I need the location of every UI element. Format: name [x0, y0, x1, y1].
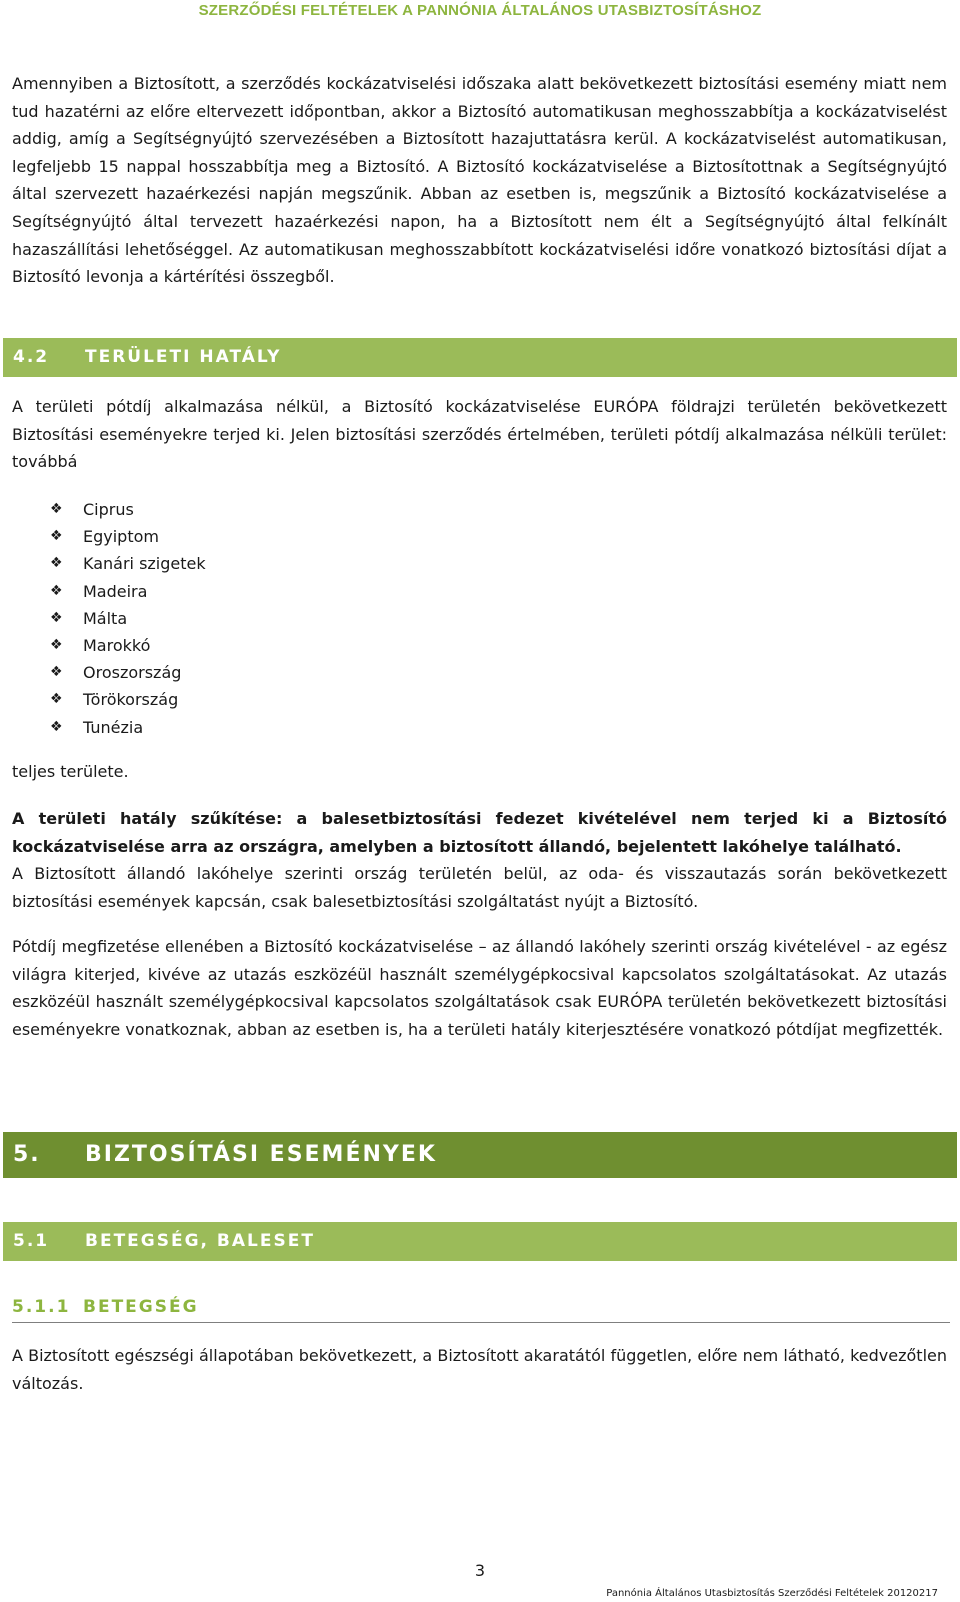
- diamond-bullet-icon: ❖: [50, 718, 63, 735]
- after-list-text: teljes területe.: [12, 762, 129, 781]
- country-name: Málta: [83, 608, 128, 628]
- section-5-heading: [3, 1132, 957, 1178]
- section-5-1-heading: [3, 1222, 957, 1261]
- diamond-bullet-icon: ❖: [50, 609, 63, 626]
- section-4-2-heading: [3, 338, 957, 377]
- page-number: 3: [474, 1561, 486, 1580]
- diamond-bullet-icon: ❖: [50, 555, 63, 572]
- restriction-paragraph: A Biztosított állandó lakóhelye szerinti ország területén belül, az oda- és visszautazás során bekövetkezett biztosítási események kapcsán, csak balesetbiztosítási szolgáltatást nyújt a Biztosító.: [12, 864, 947, 911]
- diamond-bullet-icon: ❖: [50, 582, 63, 599]
- section-number: 4.2: [13, 347, 50, 367]
- diamond-bullet-icon: ❖: [50, 636, 63, 653]
- section-title: TERÜLETI HATÁLY: [85, 347, 282, 367]
- document-header: SZERZŐDÉSI FELTÉTELEK A PANNÓNIA ÁLTALÁNOS UTASBIZTOSÍTÁSHOZ: [198, 2, 762, 19]
- country-name: Törökország: [83, 690, 179, 710]
- section-number: 5.1.1: [12, 1297, 71, 1317]
- section-title: BIZTOSÍTÁSI ESEMÉNYEK: [85, 1142, 437, 1167]
- diamond-bullet-icon: ❖: [50, 691, 63, 708]
- document-footer: Pannónia Általános Utasbiztosítás Szerződési Feltételek 20120217: [606, 1588, 938, 1599]
- illness-definition-paragraph: A Biztosított egészségi állapotában bekövetkezett, a Biztosított akaratától független, előre nem látható, kedvezőtlen változás.: [12, 1346, 947, 1393]
- country-name: Madeira: [83, 581, 148, 601]
- section-5-1-1-heading: [12, 1294, 950, 1323]
- country-name: Kanári szigetek: [83, 554, 206, 574]
- intro-paragraph: Amennyiben a Biztosított, a szerződés kockázatviselési időszaka alatt bekövetkezett biztosítási esemény miatt nem tud hazatérni az előre eltervezett időpontban, akkor a Biztosító automatikusan meghosszabbítja a kockázatviselést addig, amíg a Segítségnyújtó szervezésében a Biztosított hazajuttatásra kerül. A kockázatviselést automatikusan, legfeljebb 15 nappal hosszabbítja meg a Biztosító. A Biztosító kockázatviselése a Biztosítottnak a Segítségnyújtó által szervezett hazaérkezési napján megszűnik. Abban az esetben is, megszűnik a Biztosító kockázatviselése a Segítségnyújtó által tervezett hazaérkezési napon, ha a Biztosított nem élt a Segítségnyújtó által felkínált hazaszállítási lehetőséggel. Az automatikusan meghosszabbított kockázatviselési időre vonatkozó biztosítási díjat a Biztosító levonja a kártérítési összegből.: [12, 74, 947, 287]
- section-title: BETEGSÉG, BALESET: [85, 1231, 315, 1251]
- diamond-bullet-icon: ❖: [50, 664, 63, 681]
- diamond-bullet-icon: ❖: [50, 501, 63, 517]
- country-name: Tunézia: [83, 717, 144, 737]
- country-name: Marokkó: [83, 635, 151, 655]
- diamond-bullet-icon: ❖: [50, 528, 63, 545]
- country-name: Oroszország: [83, 663, 182, 683]
- section-number: 5.: [13, 1142, 41, 1167]
- restriction-bold-paragraph: A területi hatály szűkítése: a balesetbiztosítási fedezet kivételével nem terjed ki a Biztosító kockázatviselése arra az országra, amelyben a biztosított állandó, bejelentett lakóhelye található.: [12, 809, 947, 856]
- territorial-scope-paragraph: A területi pótdíj alkalmazása nélkül, a Biztosító kockázatviselése EURÓPA földrajzi területén bekövetkezett Biztosítási eseményekre terjed ki. Jelen biztosítási szerződés értelmében, területi pótdíj alkalmazása nélküli terület: továbbá: [12, 397, 947, 472]
- section-number: 5.1: [13, 1231, 50, 1251]
- surcharge-paragraph: Pótdíj megfizetése ellenében a Biztosító kockázatviselése – az állandó lakóhely szerinti ország kivételével - az egész világra kiterjed, kivéve az utazás eszközéül használt személygépkocsival kapcsolatos szolgáltatásokat. Az utazás eszközéül használt személygépkocsival kapcsolatos szolgáltatások csak EURÓPA területén bekövetkezett biztosítási eseményekre vonatkoznak, abban az esetben is, ha a területi hatály kiterjesztésére vonatkozó pótdíjat megfizették.: [12, 937, 947, 1039]
- country-name: Egyiptom: [83, 527, 159, 547]
- country-name: Ciprus: [83, 500, 134, 519]
- section-title: BETEGSÉG: [83, 1297, 199, 1317]
